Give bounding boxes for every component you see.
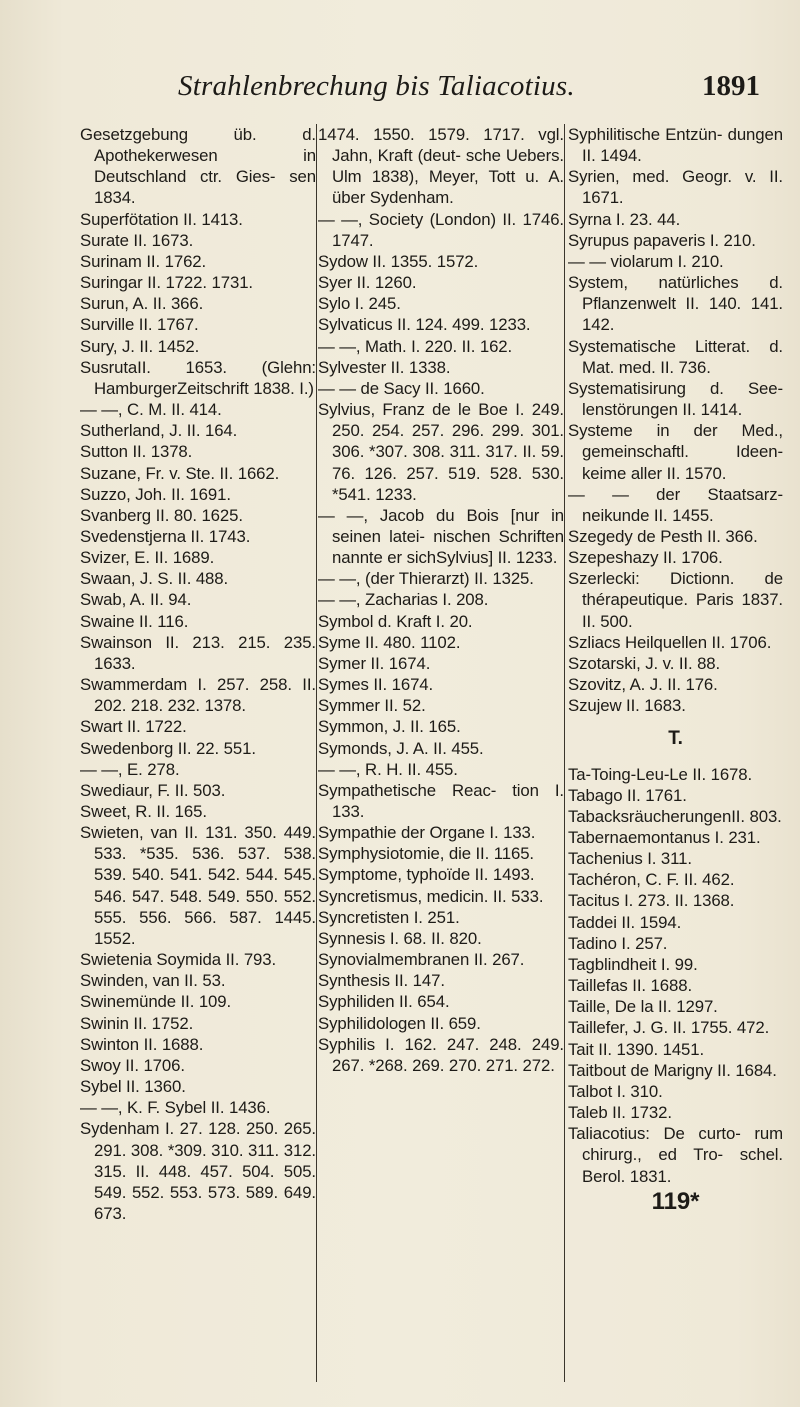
index-entry: Syncretisten I. 251. [318,907,460,927]
index-entry: Symmon, J. II. 165. [318,717,461,737]
index-entry: Swinden, van II. 53. [80,971,226,991]
index-entry: Surun, A. II. 366. [80,294,204,314]
index-entry: Sylvester II. 1338. [318,357,451,377]
index-entry: — —, R. H. II. 455. [318,759,458,779]
index-entry: Tadino I. 257. [568,933,668,953]
index-entry: SusrutaII. 1653. (Glehn: HamburgerZeitschrift 1838. I.) [80,357,316,398]
index-entry: Swinton II. 1688. [80,1034,204,1054]
index-entry: Sweet, R. II. 165. [80,802,207,821]
index-entry: TabacksräucherungenII. 803. [568,806,782,826]
index-entry: Symonds, J. A. II. 455. [318,738,484,758]
index-entry: Szerlecki: Dictionn. de thérapeutique. Paris 1837. II. 500. [568,569,783,631]
index-entry: Szujew II. 1683. [568,696,686,716]
index-entry: Sympathetische Reac- tion I. 133. [318,780,564,821]
index-entry: — —, Math. I. 220. II. 162. [318,336,513,356]
index-entry: Suzane, Fr. v. Ste. II. 1662. [80,463,280,483]
index-entry: Szepeshazy II. 1706. [568,548,723,568]
index-entry: Taillefas II. 1688. [568,976,693,996]
index-entry: Syrna I. 23. 44. [568,209,681,229]
index-entry: Systematische Litterat. d. Mat. med. II. 736. [568,336,783,377]
index-entry: Syer II. 1260. [318,273,417,293]
index-entry: Tacitus I. 273. II. 1368. [568,891,735,911]
index-entry: Swinin II. 1752. [80,1013,194,1033]
index-entry: Surville II. 1767. [80,315,199,335]
index-entry: Superfötation II. 1413. [80,209,243,229]
index-entry: Sutherland, J. II. 164. [80,421,238,441]
index-entry: Swieten, van II. 131. 350. 449. 533. *535. 536. 537. 538. 539. 540. 541. 542. 544. 545. 546. 547. 548. 549. 550. 552. 555. 556. 566. 587. 1445. 1552. [80,823,316,948]
index-entry: Symphysiotomie, die II. 1165. [318,844,534,864]
index-entry: — —, Society (London) II. 1746. 1747. [318,209,564,250]
index-entry: Sympathie der Organe I. 133. [318,823,536,843]
running-title: Strahlenbrechung bis Taliacotius. [178,70,575,102]
index-entry: Swediaur, F. II. 503. [80,780,226,800]
index-entry: Sylvius, Franz de le Boe I. 249. 250. 254. 257. 296. 299. 301. 306. *307. 308. 311. 317. II. 59. 76. 126. 257. 519. 528. 530. *541. 1233. [318,400,564,504]
index-entry: Symptome, typhoïde II. 1493. [318,865,535,885]
index-entry: Tabago II. 1761. [568,785,687,805]
index-entry: Syphiliden II. 654. [318,992,450,1012]
index-entry: Svizer, E. II. 1689. [80,548,215,568]
index-entry: Swietenia Soymida II. 793. [80,950,277,970]
index-entry: Tachéron, C. F. II. 462. [568,870,735,890]
index-entry: Suringar II. 1722. 1731. [80,273,253,293]
index-entry: Syrupus papaveris I. 210. [568,230,756,250]
index-entry: Taliacotius: De curto- rum chirurg., ed Tro- schel. Berol. 1831. [568,1124,783,1186]
index-entry: Syncretismus, medicin. II. 533. [318,886,544,906]
index-entry: Swaine II. 116. [80,611,189,631]
index-entry: — —, Zacharias I. 208. [318,590,489,610]
index-entry: Systematisirung d. See- lenstörungen II. 1414. [568,378,783,420]
index-entry: Taddei II. 1594. [568,912,682,932]
index-entry: Sylo I. 245. [318,294,401,314]
index-entry: — —, K. F. Sybel II. 1436. [80,1098,271,1118]
index-entry: Swart II. 1722. [80,717,187,737]
index-entry: Swab, A. II. 94. [80,590,192,610]
index-entry: Sylvaticus II. 124. 499. 1233. [318,315,531,335]
index-entry: Syme II. 480. 1102. [318,632,461,652]
index-entry: Tachenius I. 311. [568,849,692,869]
index-entry: Svedenstjerna II. 1743. [80,526,251,546]
index-entry: — — violarum I. 210. [568,251,724,271]
index-entry: Surinam II. 1762. [80,251,207,271]
index-entry: Sydow II. 1355. 1572. [318,251,479,271]
index-entry: — — de Sacy II. 1660. [318,378,485,398]
index-entry: Sydenham I. 27. 128. 250. 265. 291. 308. *309. 310. 311. 312. 315. II. 448. 457. 504. 505. 549. 552. 553. 573. 589. 649. 673. [80,1119,316,1223]
index-entry: Gesetzgebung üb. d. Apothekerwesen in Deutschland ctr. Gies- sen 1834. [80,125,316,208]
index-entry: Syphilidologen II. 659. [318,1013,481,1033]
index-entry: Tagblindheit I. 99. [568,954,698,974]
index-entry: Swedenborg II. 22. 551. [80,738,256,758]
index-entry: Swainson II. 213. 215. 235. 1633. [80,632,316,673]
index-entry: Synovialmembranen II. 267. [318,950,525,970]
index-entry: Sybel II. 1360. [80,1077,186,1097]
index-entry: Swaan, J. S. II. 488. [80,569,229,589]
index-entry: Taleb II. 1732. [568,1103,672,1123]
index-entry: Syrien, med. Geogr. v. II. 1671. [568,167,783,208]
index-entry: Symmer II. 52. [318,696,426,716]
page-number: 1891 [702,70,760,102]
index-entry: System, natürliches d. Pflanzenwelt II. 140. 141. 142. [568,273,783,335]
index-entry: Swinemünde II. 109. [80,992,232,1012]
index-entry: Taille, De la II. 1297. [568,997,718,1017]
index-entry: Sury, J. II. 1452. [80,336,200,356]
index-column-1 [80,124,316,1224]
index-entry: — — der Staatsarz- neikunde II. 1455. [568,484,783,525]
column-divider [564,124,565,1382]
index-entry: — —, Jacob du Bois [nur in seinen latei- nischen Schriften nannte er sichSylvius] II. 1233. [318,505,564,568]
index-entry: Suzzo, Joh. II. 1691. [80,484,231,504]
index-entry: — —, E. 278. [80,759,180,779]
signature-mark: 119* [651,1187,700,1215]
index-entry: Tait II. 1390. 1451. [568,1039,705,1059]
index-entry: Talbot I. 310. [568,1081,663,1101]
index-entry: Swammerdam I. 257. 258. II. 202. 218. 232. 1378. [80,675,316,716]
index-entry: Sutton II. 1378. [80,442,193,462]
index-entry: Synnesis I. 68. II. 820. [318,928,482,948]
index-entry: Systeme in der Med., gemeinschaftl. Ideen- keime aller II. 1570. [568,421,783,483]
index-entry: Syphilis I. 162. 247. 248. 249. 267. *268. 269. 270. 271. 272. [318,1034,564,1075]
index-entry: Szegedy de Pesth II. 366. [568,526,758,546]
index-entry: Symbol d. Kraft I. 20. [318,611,473,631]
index-entry: Ta-Toing-Leu-Le II. 1678. [568,764,753,784]
index-entry: Szotarski, J. v. II. 88. [568,653,721,673]
index-entry: Tabernaemontanus I. 231. [568,828,761,847]
section-letter: T. [668,728,683,750]
index-entry: Taillefer, J. G. II. 1755. 472. [568,1018,770,1038]
index-column-3 [568,124,783,1215]
index-column-2 [318,124,564,1076]
index-entry: Svanberg II. 80. 1625. [80,505,243,525]
index-entry: — —, C. M. II. 414. [80,400,222,420]
column-divider [316,124,317,1382]
index-entry: — —, (der Thierarzt) II. 1325. [318,569,534,589]
index-entry: Szliacs Heilquellen II. 1706. [568,632,772,652]
index-entry: Surate II. 1673. [80,230,194,250]
index-entry: Symer II. 1674. [318,653,431,673]
index-entry: Taitbout de Marigny II. 1684. [568,1060,777,1080]
index-entry: Syphilitische Entzün- dungen II. 1494. [568,125,783,166]
index-entry: Symes II. 1674. [318,675,434,695]
index-entry: Swoy II. 1706. [80,1055,185,1075]
index-entry: 1474. 1550. 1579. 1717. vgl. Jahn, Kraft (deut- sche Uebers. Ulm 1838), Meyer, Tott u. A. über Sydenham. [318,125,564,208]
page-header [160,70,770,110]
index-entry: Szovitz, A. J. II. 176. [568,675,718,695]
index-entry: Synthesis II. 147. [318,971,445,991]
